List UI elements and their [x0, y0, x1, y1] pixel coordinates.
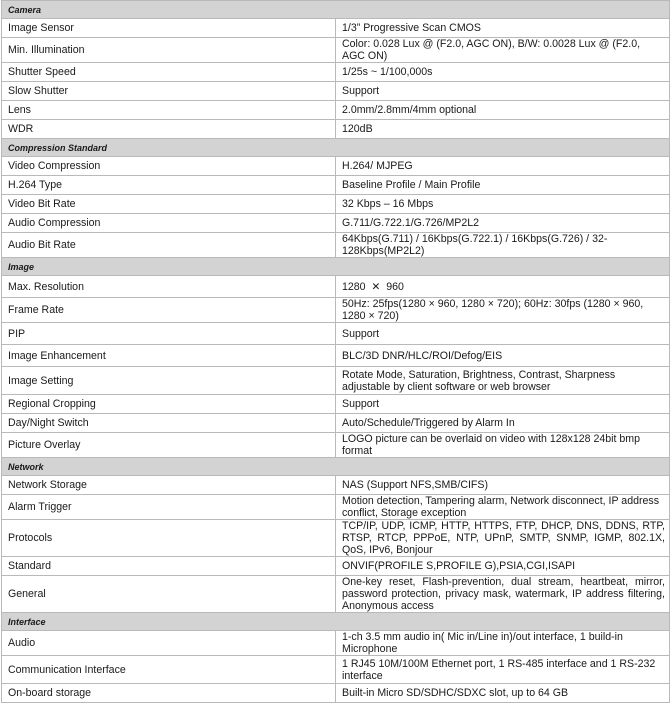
spec-label: Image Setting [2, 367, 336, 395]
spec-row-max-resolution [2, 276, 670, 298]
spec-label: Protocols [2, 520, 336, 557]
spec-value: TCP/IP, UDP, ICMP, HTTP, HTTPS, FTP, DHCP, DNS, DDNS, RTP, RTSP, RTCP, PPPoE, NTP, UPnP, SMTP, SNMP, IGMP, 802.1X, QoS, IPv6, Bonjour [336, 520, 670, 557]
spec-value: 2.0mm/2.8mm/4mm optional [336, 101, 670, 120]
spec-value: Motion detection, Tampering alarm, Network disconnect, IP address conflict, Storage exception [336, 495, 670, 520]
spec-row-audio [2, 631, 670, 656]
spec-label: Audio [2, 631, 336, 656]
spec-value: One-key reset, Flash-prevention, dual stream, heartbeat, mirror, password protection, privacy mask, watermark, IP address filtering, Anonymous access [336, 576, 670, 613]
spec-label: Slow Shutter [2, 82, 336, 101]
spec-row-regional-cropping [2, 395, 670, 414]
section-title: Interface [2, 613, 670, 631]
spec-row-audio-bit-rate [2, 233, 670, 258]
section-header-compression [2, 139, 670, 157]
spec-row-protocols [2, 520, 670, 557]
spec-row-alarm-trigger [2, 495, 670, 520]
section-header-interface [2, 613, 670, 631]
spec-row-network-storage [2, 476, 670, 495]
spec-row-slow-shutter [2, 82, 670, 101]
section-header-network [2, 458, 670, 476]
spec-label: Picture Overlay [2, 433, 336, 458]
spec-value: 50Hz: 25fps(1280 × 960, 1280 × 720); 60Hz: 30fps (1280 × 960, 1280 × 720) [336, 298, 670, 323]
spec-label: WDR [2, 120, 336, 139]
spec-value: 64Kbps(G.711) / 16Kbps(G.722.1) / 16Kbps(G.726) / 32-128Kbps(MP2L2) [336, 233, 670, 258]
spec-row-picture-overlay [2, 433, 670, 458]
spec-label: General [2, 576, 336, 613]
spec-row-standard [2, 557, 670, 576]
spec-label: PIP [2, 323, 336, 345]
spec-value: Built-in Micro SD/SDHC/SDXC slot, up to 64 GB [336, 684, 670, 703]
spec-value: 1/25s ~ 1/100,000s [336, 63, 670, 82]
spec-row-image-setting [2, 367, 670, 395]
spec-label: Standard [2, 557, 336, 576]
spec-value: Support [336, 323, 670, 345]
spec-value: 120dB [336, 120, 670, 139]
spec-row-general [2, 576, 670, 613]
section-title: Network [2, 458, 670, 476]
spec-value: Support [336, 395, 670, 414]
spec-label: Image Sensor [2, 19, 336, 38]
spec-row-image-enhancement [2, 345, 670, 367]
spec-label: Network Storage [2, 476, 336, 495]
spec-value: BLC/3D DNR/HLC/ROI/Defog/EIS [336, 345, 670, 367]
spec-row-day-night-switch [2, 414, 670, 433]
spec-label: Alarm Trigger [2, 495, 336, 520]
spec-label: Communication Interface [2, 656, 336, 684]
spec-value: Rotate Mode, Saturation, Brightness, Contrast, Sharpness adjustable by client software or web browser [336, 367, 670, 395]
spec-value: ONVIF(PROFILE S,PROFILE G),PSIA,CGI,ISAPI [336, 557, 670, 576]
spec-table [1, 0, 670, 703]
section-title: Camera [2, 1, 670, 19]
spec-value: LOGO picture can be overlaid on video with 128x128 24bit bmp format [336, 433, 670, 458]
spec-row-lens [2, 101, 670, 120]
spec-label: Image Enhancement [2, 345, 336, 367]
spec-value: NAS (Support NFS,SMB/CIFS) [336, 476, 670, 495]
spec-row-communication-interface [2, 656, 670, 684]
spec-value: H.264/ MJPEG [336, 157, 670, 176]
spec-label: Max. Resolution [2, 276, 336, 298]
spec-label: Audio Bit Rate [2, 233, 336, 258]
spec-label: Audio Compression [2, 214, 336, 233]
spec-row-on-board-storage [2, 684, 670, 703]
spec-value: Support [336, 82, 670, 101]
spec-value: 1/3” Progressive Scan CMOS [336, 19, 670, 38]
spec-value: Baseline Profile / Main Profile [336, 176, 670, 195]
spec-row-image-sensor [2, 19, 670, 38]
section-title: Image [2, 258, 670, 276]
spec-row-h264-type [2, 176, 670, 195]
spec-row-pip [2, 323, 670, 345]
section-header-image [2, 258, 670, 276]
spec-label: Video Compression [2, 157, 336, 176]
spec-value: Color: 0.028 Lux @ (F2.0, AGC ON), B/W: 0.0028 Lux @ (F2.0, AGC ON) [336, 38, 670, 63]
spec-row-video-compression [2, 157, 670, 176]
spec-label: Min. Illumination [2, 38, 336, 63]
spec-row-min-illumination [2, 38, 670, 63]
spec-label: Lens [2, 101, 336, 120]
spec-label: Regional Cropping [2, 395, 336, 414]
spec-value: 1 RJ45 10M/100M Ethernet port, 1 RS-485 interface and 1 RS-232 interface [336, 656, 670, 684]
spec-value: Auto/Schedule/Triggered by Alarm In [336, 414, 670, 433]
spec-row-shutter-speed [2, 63, 670, 82]
spec-row-video-bit-rate [2, 195, 670, 214]
spec-value: 1-ch 3.5 mm audio in( Mic in/Line in)/out interface, 1 build-in Microphone [336, 631, 670, 656]
spec-row-frame-rate [2, 298, 670, 323]
section-title: Compression Standard [2, 139, 670, 157]
spec-label: H.264 Type [2, 176, 336, 195]
spec-label: Shutter Speed [2, 63, 336, 82]
spec-row-wdr [2, 120, 670, 139]
section-header-camera [2, 1, 670, 19]
spec-value: 1280 ✕ 960 [336, 276, 670, 298]
spec-label: Day/Night Switch [2, 414, 336, 433]
spec-row-audio-compression [2, 214, 670, 233]
spec-label: Video Bit Rate [2, 195, 336, 214]
spec-value: 32 Kbps – 16 Mbps [336, 195, 670, 214]
spec-label: On-board storage [2, 684, 336, 703]
spec-label: Frame Rate [2, 298, 336, 323]
spec-value: G.711/G.722.1/G.726/MP2L2 [336, 214, 670, 233]
